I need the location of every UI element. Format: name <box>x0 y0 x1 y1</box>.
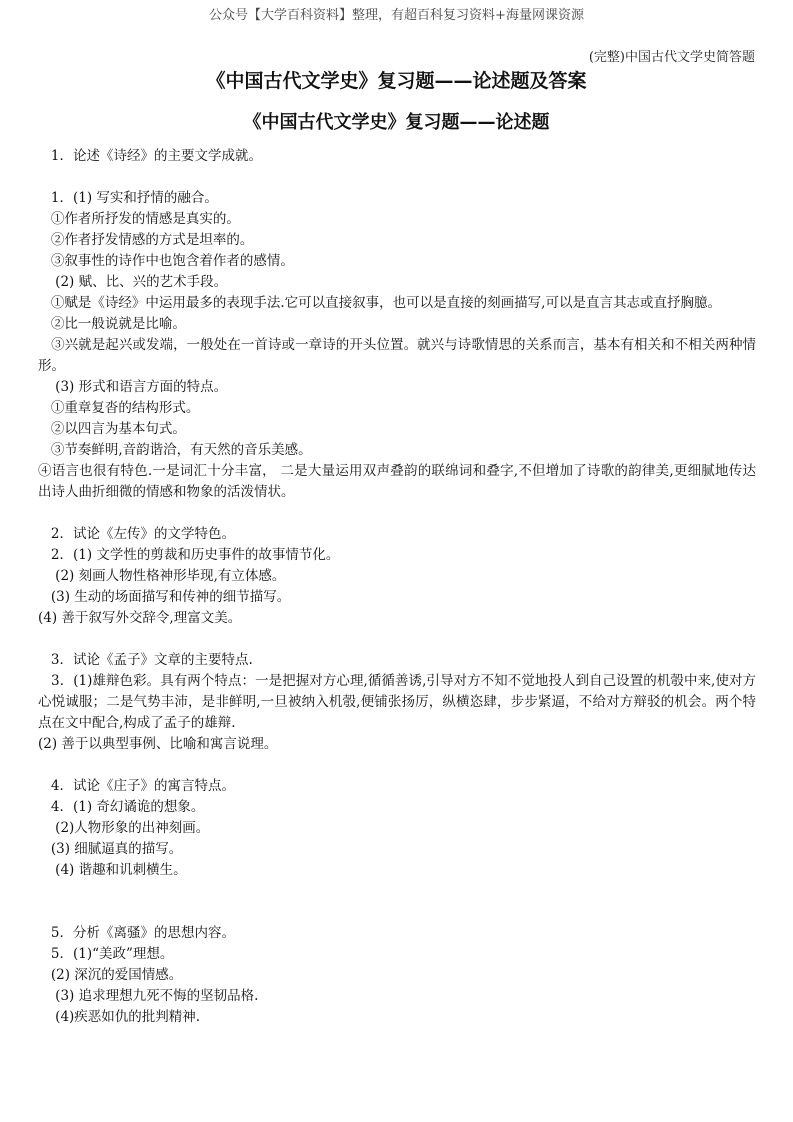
blank-line <box>38 629 756 650</box>
answer-line: (3) 细腻逼真的描写。 <box>38 841 183 857</box>
running-header: (完整)中国古代文学史简答题 <box>588 50 755 65</box>
answer-line: (2) 刻画人物性格神形毕现,有立体感。 <box>38 568 286 584</box>
top-banner: 公众号【大学百科资料】整理，有超百科复习资料+海量网课资源 <box>209 8 584 23</box>
answer-line: (2)人物形象的出神刻画。 <box>38 820 210 836</box>
answer-paragraph: 3．(1)雄辩色彩。具有两个特点：一是把握对方心理,循循善诱,引导对方不知不觉地投人到自己设置的机彀中来,使对方心悦诚服；二是气势丰沛，是非鲜明,一旦被纳入机彀,便铺张扬厉，纵横恣肆，步步紧逼，不给对方辩驳的机会。两个特点在文中配合,构成了孟子的雄辩. <box>38 673 756 731</box>
answer-line: 5．(1)“美政”理想。 <box>38 946 174 962</box>
answer-paragraph: ④语言也很有特色.一是词汇十分丰富， 二是大量运用双声叠韵的联绵词和叠字,不但增加了诗歌的韵律美,更细腻地传达出诗人曲折细微的情感和物象的活泼情状。 <box>38 463 756 500</box>
blank-line <box>38 503 756 524</box>
blank-line <box>38 755 756 776</box>
answer-paragraph: ①赋是《诗经》中运用最多的表现手法.它可以直接叙事，也可以是直接的刻画描写,可以是直言其志或直抒胸臆。 <box>38 295 721 311</box>
document-body <box>38 146 756 1028</box>
blank-line <box>38 881 756 902</box>
answer-line: ③叙事性的诗作中也饱含着作者的感情。 <box>38 253 294 269</box>
answer-line: ③节奏鲜明,音韵谐洽，有天然的音乐美感。 <box>38 442 312 458</box>
answer-line: (2) 深沉的爱国情感。 <box>38 967 183 983</box>
answer-line: 2．(1) 文学性的剪裁和历史事件的故事情节化。 <box>38 547 340 563</box>
answer-line: ①重章复沓的结构形式。 <box>38 400 200 416</box>
question-2: 2．试论《左传》的文学特色。 <box>38 526 235 542</box>
question-5: 5．分析《离骚》的思想内容。 <box>38 925 235 941</box>
answer-line: (3) 生动的场面描写和传神的细节描写。 <box>38 589 291 605</box>
question-3: 3．试论《孟子》文章的主要特点. <box>38 652 253 668</box>
answer-line: ②比一般说就是比喻。 <box>38 316 186 332</box>
answer-line: ②以四言为基本句式。 <box>38 421 186 437</box>
answer-line: ①作者所抒发的情感是真实的。 <box>38 211 240 227</box>
question-1: 1．论述《诗经》的主要文学成就。 <box>38 148 262 164</box>
page-title: 《中国古代文学史》复习题——论述题及答案 <box>206 70 587 92</box>
answer-line: (4)疾恶如仇的批判精神. <box>38 1009 201 1025</box>
answer-line: 4．(1) 奇幻谲诡的想象。 <box>38 799 205 815</box>
answer-line: ②作者抒发情感的方式是坦率的。 <box>38 232 254 248</box>
section-title: 《中国古代文学史》复习题——论述题 <box>243 112 550 133</box>
blank-line <box>38 902 756 923</box>
answer-line: 1．(1) 写实和抒情的融合。 <box>38 190 218 206</box>
blank-line <box>38 167 756 188</box>
question-4: 4．试论《庄子》的寓言特点。 <box>38 778 235 794</box>
answer-line: (4) 谐趣和讥刺横生。 <box>38 862 187 878</box>
answer-line: (3) 形式和语言方面的特点。 <box>38 379 228 395</box>
answer-line: (3) 追求理想九死不悔的坚韧品格. <box>38 988 259 1004</box>
answer-line: (2) 赋、比、兴的艺术手段。 <box>38 274 228 290</box>
answer-line: (4) 善于叙写外交辞令,理富文美。 <box>38 610 242 626</box>
answer-line: (2) 善于以典型事例、比喻和寓言说理。 <box>38 736 278 752</box>
answer-paragraph: ③兴就是起兴或发端，一般处在一首诗或一章诗的开头位置。就兴与诗歌情思的关系而言，基本有相关和不相关两种情形。 <box>38 337 757 374</box>
